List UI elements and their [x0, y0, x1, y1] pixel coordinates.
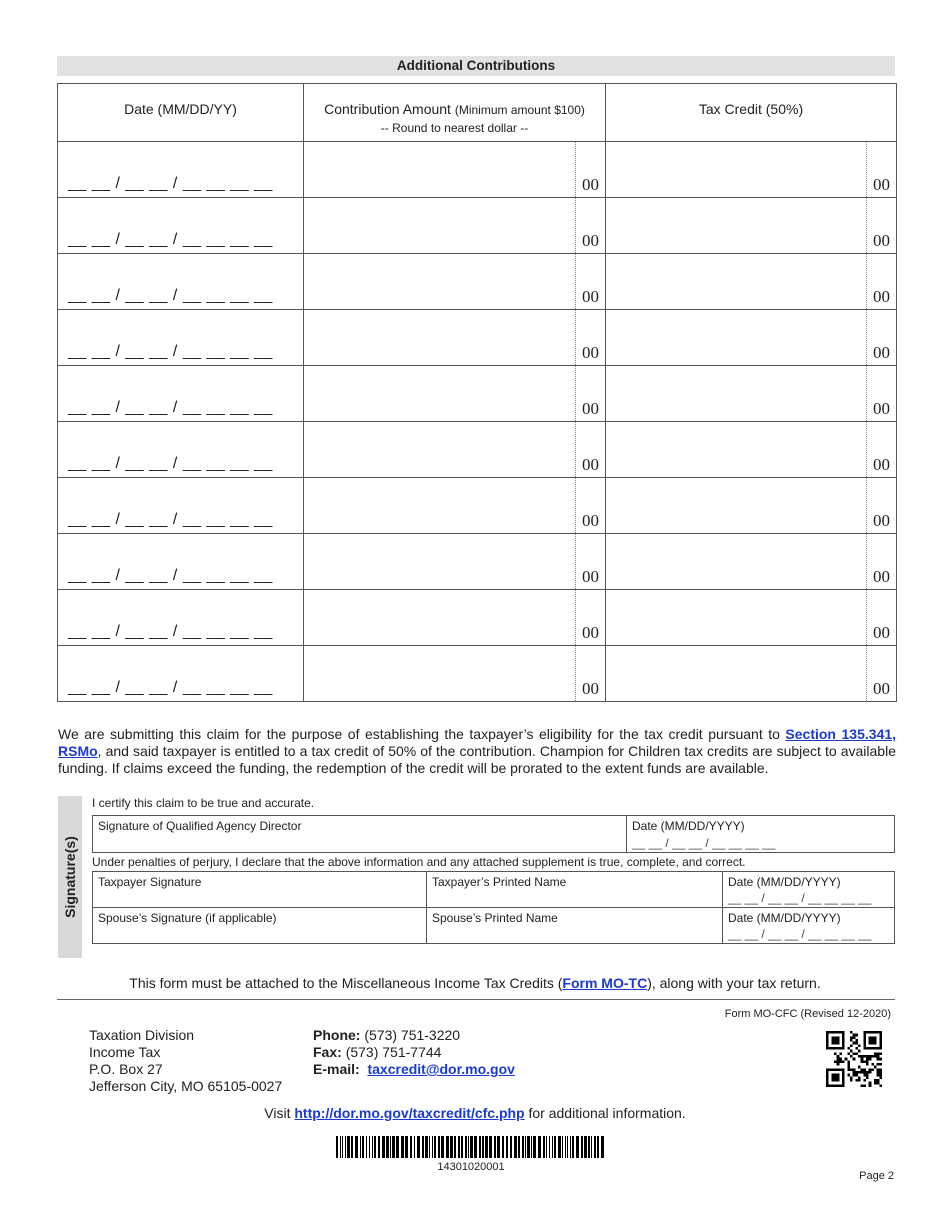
date-cell[interactable]: [58, 198, 304, 254]
amount-cents: 00: [575, 646, 605, 701]
credit-cell[interactable]: [606, 422, 897, 478]
email-label: E-mail:: [313, 1061, 360, 1077]
mailing-address: [89, 1027, 282, 1095]
director-date-label: Date (MM/DD/YYYY): [632, 819, 745, 833]
credit-cents: 00: [866, 142, 896, 197]
attach-before: This form must be attached to the Miscellaneous Income Tax Credits (: [129, 975, 563, 991]
amount-cents: 00: [575, 478, 605, 533]
address-line: P.O. Box 27: [89, 1061, 163, 1077]
date-blank: __ __ / __ __ / __ __ __ __: [68, 287, 273, 304]
amount-cents: 00: [575, 590, 605, 645]
website-link[interactable]: http://dor.mo.gov/taxcredit/cfc.php: [294, 1105, 525, 1121]
amount-cents: 00: [575, 254, 605, 309]
director-date-field[interactable]: [626, 815, 895, 853]
taxpayer-name-label: Taxpayer’s Printed Name: [432, 875, 567, 889]
credit-cents: 00: [866, 366, 896, 421]
date-cell[interactable]: [58, 534, 304, 590]
amount-cell[interactable]: [304, 142, 606, 198]
attach-notice: [0, 975, 950, 991]
amount-cell[interactable]: [304, 198, 606, 254]
amount-cell[interactable]: [304, 590, 606, 646]
address-line: Taxation Division: [89, 1027, 195, 1043]
table-row: [58, 534, 897, 590]
date-blank: __ __ / __ __ / __ __ __ __: [68, 679, 273, 696]
visit-before: Visit: [264, 1105, 295, 1121]
taxpayer-signature-field[interactable]: [92, 871, 427, 908]
header-date: Date (MM/DD/YY): [58, 84, 304, 142]
amount-cell[interactable]: [304, 254, 606, 310]
form-id: Form MO-CFC (Revised 12-2020): [724, 1008, 891, 1020]
credit-cents: 00: [866, 422, 896, 477]
credit-cell[interactable]: [606, 646, 897, 702]
date-blank: __ __ / __ __ / __ __ __ __: [68, 399, 273, 416]
taxpayer-date-label: Date (MM/DD/YYYY): [728, 875, 841, 889]
credit-cell[interactable]: [606, 590, 897, 646]
spouse-date-field[interactable]: [722, 907, 895, 944]
date-cell[interactable]: [58, 590, 304, 646]
header-amount-note: (Minimum amount $100): [454, 103, 585, 117]
header-credit: Tax Credit (50%): [606, 84, 897, 142]
claim-text-before: We are submitting this claim for the purpose of establishing the taxpayer’s eligibility for the tax credit pursuant to: [58, 726, 786, 742]
statute-link[interactable]: Section 135.341, RSMo: [58, 726, 897, 759]
credit-cents: 00: [866, 590, 896, 645]
credit-cell[interactable]: [606, 310, 897, 366]
table-row: [58, 198, 897, 254]
header-amount-sub: -- Round to nearest dollar --: [380, 121, 529, 135]
contributions-table: [57, 83, 897, 702]
amount-cell[interactable]: [304, 646, 606, 702]
date-cell[interactable]: [58, 142, 304, 198]
email-link[interactable]: taxcredit@dor.mo.gov: [367, 1061, 515, 1077]
taxpayer-date-blank: __ __ / __ __ / __ __ __ __: [728, 891, 872, 905]
date-blank: __ __ / __ __ / __ __ __ __: [68, 231, 273, 248]
attach-after: ), along with your tax return.: [647, 975, 821, 991]
page-number: Page 2: [859, 1170, 894, 1182]
address-line: Jefferson City, MO 65105-0027: [89, 1078, 283, 1094]
spouse-signature-field[interactable]: [92, 907, 427, 944]
credit-cell[interactable]: [606, 534, 897, 590]
amount-cents: 00: [575, 422, 605, 477]
table-row: [58, 646, 897, 702]
header-amount: [304, 84, 606, 142]
spouse-date-label: Date (MM/DD/YYYY): [728, 911, 841, 925]
barcode-number: 14301020001: [437, 1161, 505, 1173]
table-row: [58, 590, 897, 646]
address-line: Income Tax: [89, 1044, 161, 1060]
credit-cell[interactable]: [606, 478, 897, 534]
amount-cents: 00: [575, 142, 605, 197]
date-cell[interactable]: [58, 366, 304, 422]
visit-notice: [0, 1105, 950, 1121]
certify-text: I certify this claim to be true and accurate.: [92, 796, 315, 810]
date-blank: __ __ / __ __ / __ __ __ __: [68, 567, 273, 584]
date-blank: __ __ / __ __ / __ __ __ __: [68, 455, 273, 472]
header-amount-main: Contribution Amount: [324, 101, 451, 117]
qr-code-icon: [826, 1031, 882, 1087]
fax-number: (573) 751-7744: [345, 1044, 442, 1060]
date-blank: __ __ / __ __ / __ __ __ __: [68, 511, 273, 528]
barcode-icon: [336, 1136, 606, 1158]
claim-text-after: , and said taxpayer is entitled to a tax credit of 50% of the contribution. Champion for Children tax credits are subject to available funding. If claims exceed the funding, the redemption of the credit will be prorated to the extent funds are available.: [58, 743, 896, 776]
credit-cell[interactable]: [606, 198, 897, 254]
footer-divider: [57, 999, 895, 1000]
spouse-name-label: Spouse’s Printed Name: [432, 911, 558, 925]
amount-cell[interactable]: [304, 534, 606, 590]
credit-cell[interactable]: [606, 366, 897, 422]
phone-label: Phone:: [313, 1027, 361, 1043]
credit-cents: 00: [866, 198, 896, 253]
date-blank: __ __ / __ __ / __ __ __ __: [68, 343, 273, 360]
credit-cents: 00: [866, 478, 896, 533]
signatures-tab-label: Signature(s): [62, 836, 78, 918]
date-cell[interactable]: [58, 478, 304, 534]
taxpayer-date-field[interactable]: [722, 871, 895, 908]
signatures-tab: [58, 796, 82, 958]
table-row: [58, 366, 897, 422]
taxpayer-signature-label: Taxpayer Signature: [98, 875, 202, 889]
perjury-text: Under penalties of perjury, I declare that the above information and any attached supplement is true, complete, and correct.: [92, 855, 746, 869]
date-cell[interactable]: [58, 310, 304, 366]
spouse-date-blank: __ __ / __ __ / __ __ __ __: [728, 927, 872, 941]
amount-cell[interactable]: [304, 478, 606, 534]
date-blank: __ __ / __ __ / __ __ __ __: [68, 175, 273, 192]
director-signature-field[interactable]: [92, 815, 627, 853]
amount-cents: 00: [575, 310, 605, 365]
director-date-blank: __ __ / __ __ / __ __ __ __: [632, 836, 776, 850]
section-title: Additional Contributions: [57, 56, 895, 76]
date-cell[interactable]: [58, 646, 304, 702]
table-row: [58, 310, 897, 366]
spouse-signature-label: Spouse’s Signature (if applicable): [98, 911, 277, 925]
table-row: [58, 254, 897, 310]
credit-cents: 00: [866, 534, 896, 589]
visit-after: for additional information.: [524, 1105, 686, 1121]
amount-cents: 00: [575, 198, 605, 253]
taxpayer-name-field[interactable]: [426, 871, 723, 908]
amount-cell[interactable]: [304, 366, 606, 422]
credit-cents: 00: [866, 310, 896, 365]
credit-cell[interactable]: [606, 142, 897, 198]
amount-cell[interactable]: [304, 422, 606, 478]
fax-label: Fax:: [313, 1044, 342, 1060]
phone-number: (573) 751-3220: [364, 1027, 461, 1043]
claim-statement: [58, 726, 896, 777]
amount-cents: 00: [575, 366, 605, 421]
table-row: [58, 422, 897, 478]
credit-cents: 00: [866, 646, 896, 701]
credit-cents: 00: [866, 254, 896, 309]
amount-cents: 00: [575, 534, 605, 589]
table-row: [58, 478, 897, 534]
form-mo-tc-link[interactable]: Form MO-TC: [562, 975, 648, 991]
amount-cell[interactable]: [304, 310, 606, 366]
contact-info: [313, 1027, 515, 1078]
spouse-name-field[interactable]: [426, 907, 723, 944]
director-signature-label: Signature of Qualified Agency Director: [98, 819, 302, 833]
date-blank: __ __ / __ __ / __ __ __ __: [68, 623, 273, 640]
date-cell[interactable]: [58, 422, 304, 478]
credit-cell[interactable]: [606, 254, 897, 310]
table-row: [58, 142, 897, 198]
date-cell[interactable]: [58, 254, 304, 310]
